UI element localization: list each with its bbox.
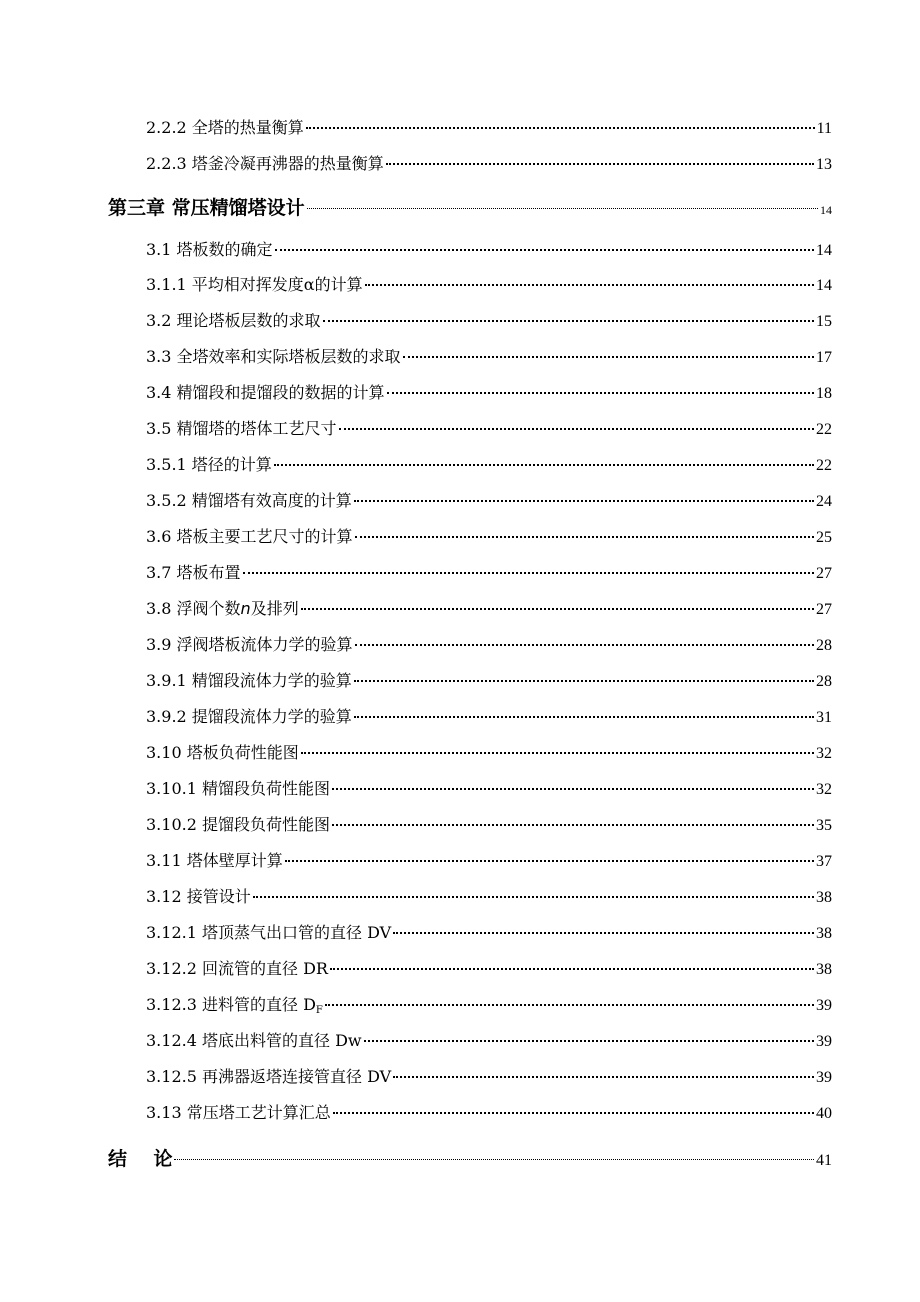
- toc-entry[interactable]: [146, 596, 832, 622]
- toc-chapter-entry[interactable]: [108, 195, 832, 221]
- toc-label: 3.9.1 精馏段流体力学的验算: [146, 671, 352, 690]
- toc-leader-dots: [354, 716, 814, 718]
- toc-label: 3.12.5 再沸器返塔连接管直径 DV: [146, 1067, 392, 1086]
- toc-entry[interactable]: [146, 524, 832, 550]
- toc-page-number: 37: [816, 853, 832, 870]
- toc-page-number: 18: [816, 385, 832, 402]
- toc-leader-dots: [393, 932, 814, 934]
- toc-leader-dots: [339, 428, 814, 430]
- toc-label: 3.9 浮阀塔板流体力学的验算: [146, 635, 353, 654]
- toc-label: 3.9.2 提馏段流体力学的验算: [146, 707, 352, 726]
- toc-page-number: 41: [816, 1152, 832, 1169]
- toc-page-number: 32: [816, 745, 832, 762]
- toc-entry[interactable]: [146, 1064, 832, 1090]
- toc-entry[interactable]: [146, 884, 832, 910]
- toc-entry[interactable]: [146, 956, 832, 982]
- toc-entry[interactable]: [146, 416, 832, 442]
- toc-label-subscript: F: [315, 1005, 323, 1016]
- toc-label: 3.11 塔体壁厚计算: [146, 851, 283, 870]
- toc-leader-dots: [253, 896, 814, 898]
- toc-page-number: 24: [816, 493, 832, 510]
- toc-label: 3.4 精馏段和提馏段的数据的计算: [146, 383, 385, 402]
- toc-entry[interactable]: [146, 848, 832, 874]
- toc-label: 3.1 塔板数的确定: [146, 240, 273, 259]
- toc-label-prefix: 3.12.3 进料管的直径 D: [146, 995, 316, 1014]
- toc-leader-dots: [403, 356, 814, 358]
- toc-label-variable: n: [240, 599, 251, 618]
- toc-leader-dots: [301, 752, 814, 754]
- toc-label: 3.10 塔板负荷性能图: [146, 743, 299, 762]
- toc-label: 3.5 精馏塔的塔体工艺尺寸: [146, 419, 337, 438]
- toc-entry[interactable]: [146, 488, 832, 514]
- toc-label: 3.6 塔板主要工艺尺寸的计算: [146, 527, 353, 546]
- toc-page-number: 25: [816, 529, 832, 546]
- toc-page-number: 22: [816, 421, 832, 438]
- toc-label: 3.12.1 塔顶蒸气出口管的直径 DV: [146, 923, 392, 942]
- toc-entry[interactable]: [146, 704, 832, 730]
- toc-leader-dots: [174, 1159, 814, 1160]
- toc-page-number: 28: [816, 673, 832, 690]
- toc-label: 3.5.1 塔径的计算: [146, 455, 272, 474]
- toc-label: 3.2 理论塔板层数的求取: [146, 311, 321, 330]
- toc-page-number: 28: [816, 637, 832, 654]
- toc-label-suffix: 及排列: [250, 599, 299, 618]
- toc-leader-dots: [330, 968, 814, 970]
- toc-page-number: 39: [816, 1033, 832, 1050]
- toc-page-number: 13: [816, 156, 832, 173]
- toc-page-number: 14: [816, 277, 832, 294]
- toc-entry[interactable]: [146, 1028, 832, 1054]
- toc-label: [146, 596, 299, 622]
- toc-label: 3.10.2 提馏段负荷性能图: [146, 815, 330, 834]
- toc-chapter-entry[interactable]: [108, 1146, 832, 1172]
- toc-page-number: 27: [816, 565, 832, 582]
- toc-label: [146, 992, 323, 1024]
- toc-leader-dots: [306, 127, 815, 129]
- toc-entry[interactable]: [146, 237, 832, 263]
- toc-leader-dots: [365, 284, 814, 286]
- toc-leader-dots: [354, 680, 814, 682]
- toc-leader-dots: [285, 860, 814, 862]
- toc-leader-dots: [354, 500, 814, 502]
- toc-label: 2.2.3 塔釜冷凝再沸器的热量衡算: [146, 154, 384, 173]
- toc-entry[interactable]: [146, 380, 832, 406]
- toc-label: 3.5.2 精馏塔有效高度的计算: [146, 491, 352, 510]
- toc-leader-dots: [243, 572, 814, 574]
- toc-leader-dots: [355, 536, 814, 538]
- toc-leader-dots: [323, 320, 814, 322]
- toc-entry[interactable]: [146, 920, 832, 946]
- toc-leader-dots: [386, 163, 814, 165]
- toc-leader-dots: [307, 208, 818, 209]
- toc-entry[interactable]: [146, 812, 832, 838]
- toc-entry[interactable]: [146, 632, 832, 658]
- toc-leader-dots: [275, 249, 814, 251]
- toc-label: 3.1.1 平均相对挥发度α的计算: [146, 275, 363, 294]
- toc-page-number: 27: [816, 601, 832, 618]
- toc-leader-dots: [332, 824, 814, 826]
- toc-label: 3.12.2 回流管的直径 DR: [146, 959, 328, 978]
- toc-leader-dots: [364, 1040, 814, 1042]
- toc-entry[interactable]: [146, 740, 832, 766]
- toc-label: 3.10.1 精馏段负荷性能图: [146, 779, 330, 798]
- toc-label: 3.13 常压塔工艺计算汇总: [146, 1103, 331, 1122]
- toc-leader-dots: [274, 464, 814, 466]
- toc-leader-dots: [387, 392, 814, 394]
- toc-entry[interactable]: [146, 308, 832, 334]
- toc-chapter-label: 第三章 常压精馏塔设计: [108, 197, 305, 219]
- toc-label-prefix: 3.8 浮阀个数: [146, 599, 241, 618]
- toc-page-number: 38: [816, 961, 832, 978]
- toc-entry[interactable]: [146, 272, 832, 298]
- toc-page-number: 38: [816, 925, 832, 942]
- toc-page-number: 11: [816, 120, 832, 137]
- toc-leader-dots: [332, 788, 814, 790]
- toc-leader-dots: [325, 1004, 814, 1006]
- toc-page-number: 38: [816, 889, 832, 906]
- toc-page-number: 32: [816, 781, 832, 798]
- toc-entry[interactable]: [146, 992, 832, 1018]
- toc-entry[interactable]: [146, 668, 832, 694]
- toc-page-number: 35: [816, 817, 832, 834]
- toc-leader-dots: [355, 644, 814, 646]
- toc-leader-dots: [393, 1076, 814, 1078]
- toc-page-number: 15: [816, 313, 832, 330]
- toc-page-number: 31: [816, 709, 832, 726]
- toc-page-number: 39: [816, 1069, 832, 1086]
- toc-page-number: 14: [816, 242, 832, 259]
- toc-page-number: 17: [816, 349, 832, 366]
- toc-page-number: 40: [816, 1105, 832, 1122]
- toc-label: 3.7 塔板布置: [146, 563, 241, 582]
- toc-entry[interactable]: [146, 560, 832, 586]
- toc-label: 3.12 接管设计: [146, 887, 251, 906]
- toc-entry[interactable]: [146, 151, 832, 177]
- toc-entry[interactable]: [146, 115, 832, 141]
- toc-page-number: 14: [820, 203, 832, 217]
- toc-label: 3.3 全塔效率和实际塔板层数的求取: [146, 347, 401, 366]
- toc-label: 3.12.4 塔底出料管的直径 Dw: [146, 1031, 362, 1050]
- toc-entry[interactable]: [146, 452, 832, 478]
- toc-page-number: 22: [816, 457, 832, 474]
- toc-label: 2.2.2 全塔的热量衡算: [146, 118, 304, 137]
- toc-entry[interactable]: [146, 1100, 832, 1126]
- toc-page-number: 39: [816, 997, 832, 1014]
- toc-entry[interactable]: [146, 776, 832, 802]
- toc-entry[interactable]: [146, 344, 832, 370]
- toc-chapter-label: 结 论: [108, 1148, 173, 1170]
- toc-leader-dots: [301, 608, 814, 610]
- toc-leader-dots: [333, 1112, 814, 1114]
